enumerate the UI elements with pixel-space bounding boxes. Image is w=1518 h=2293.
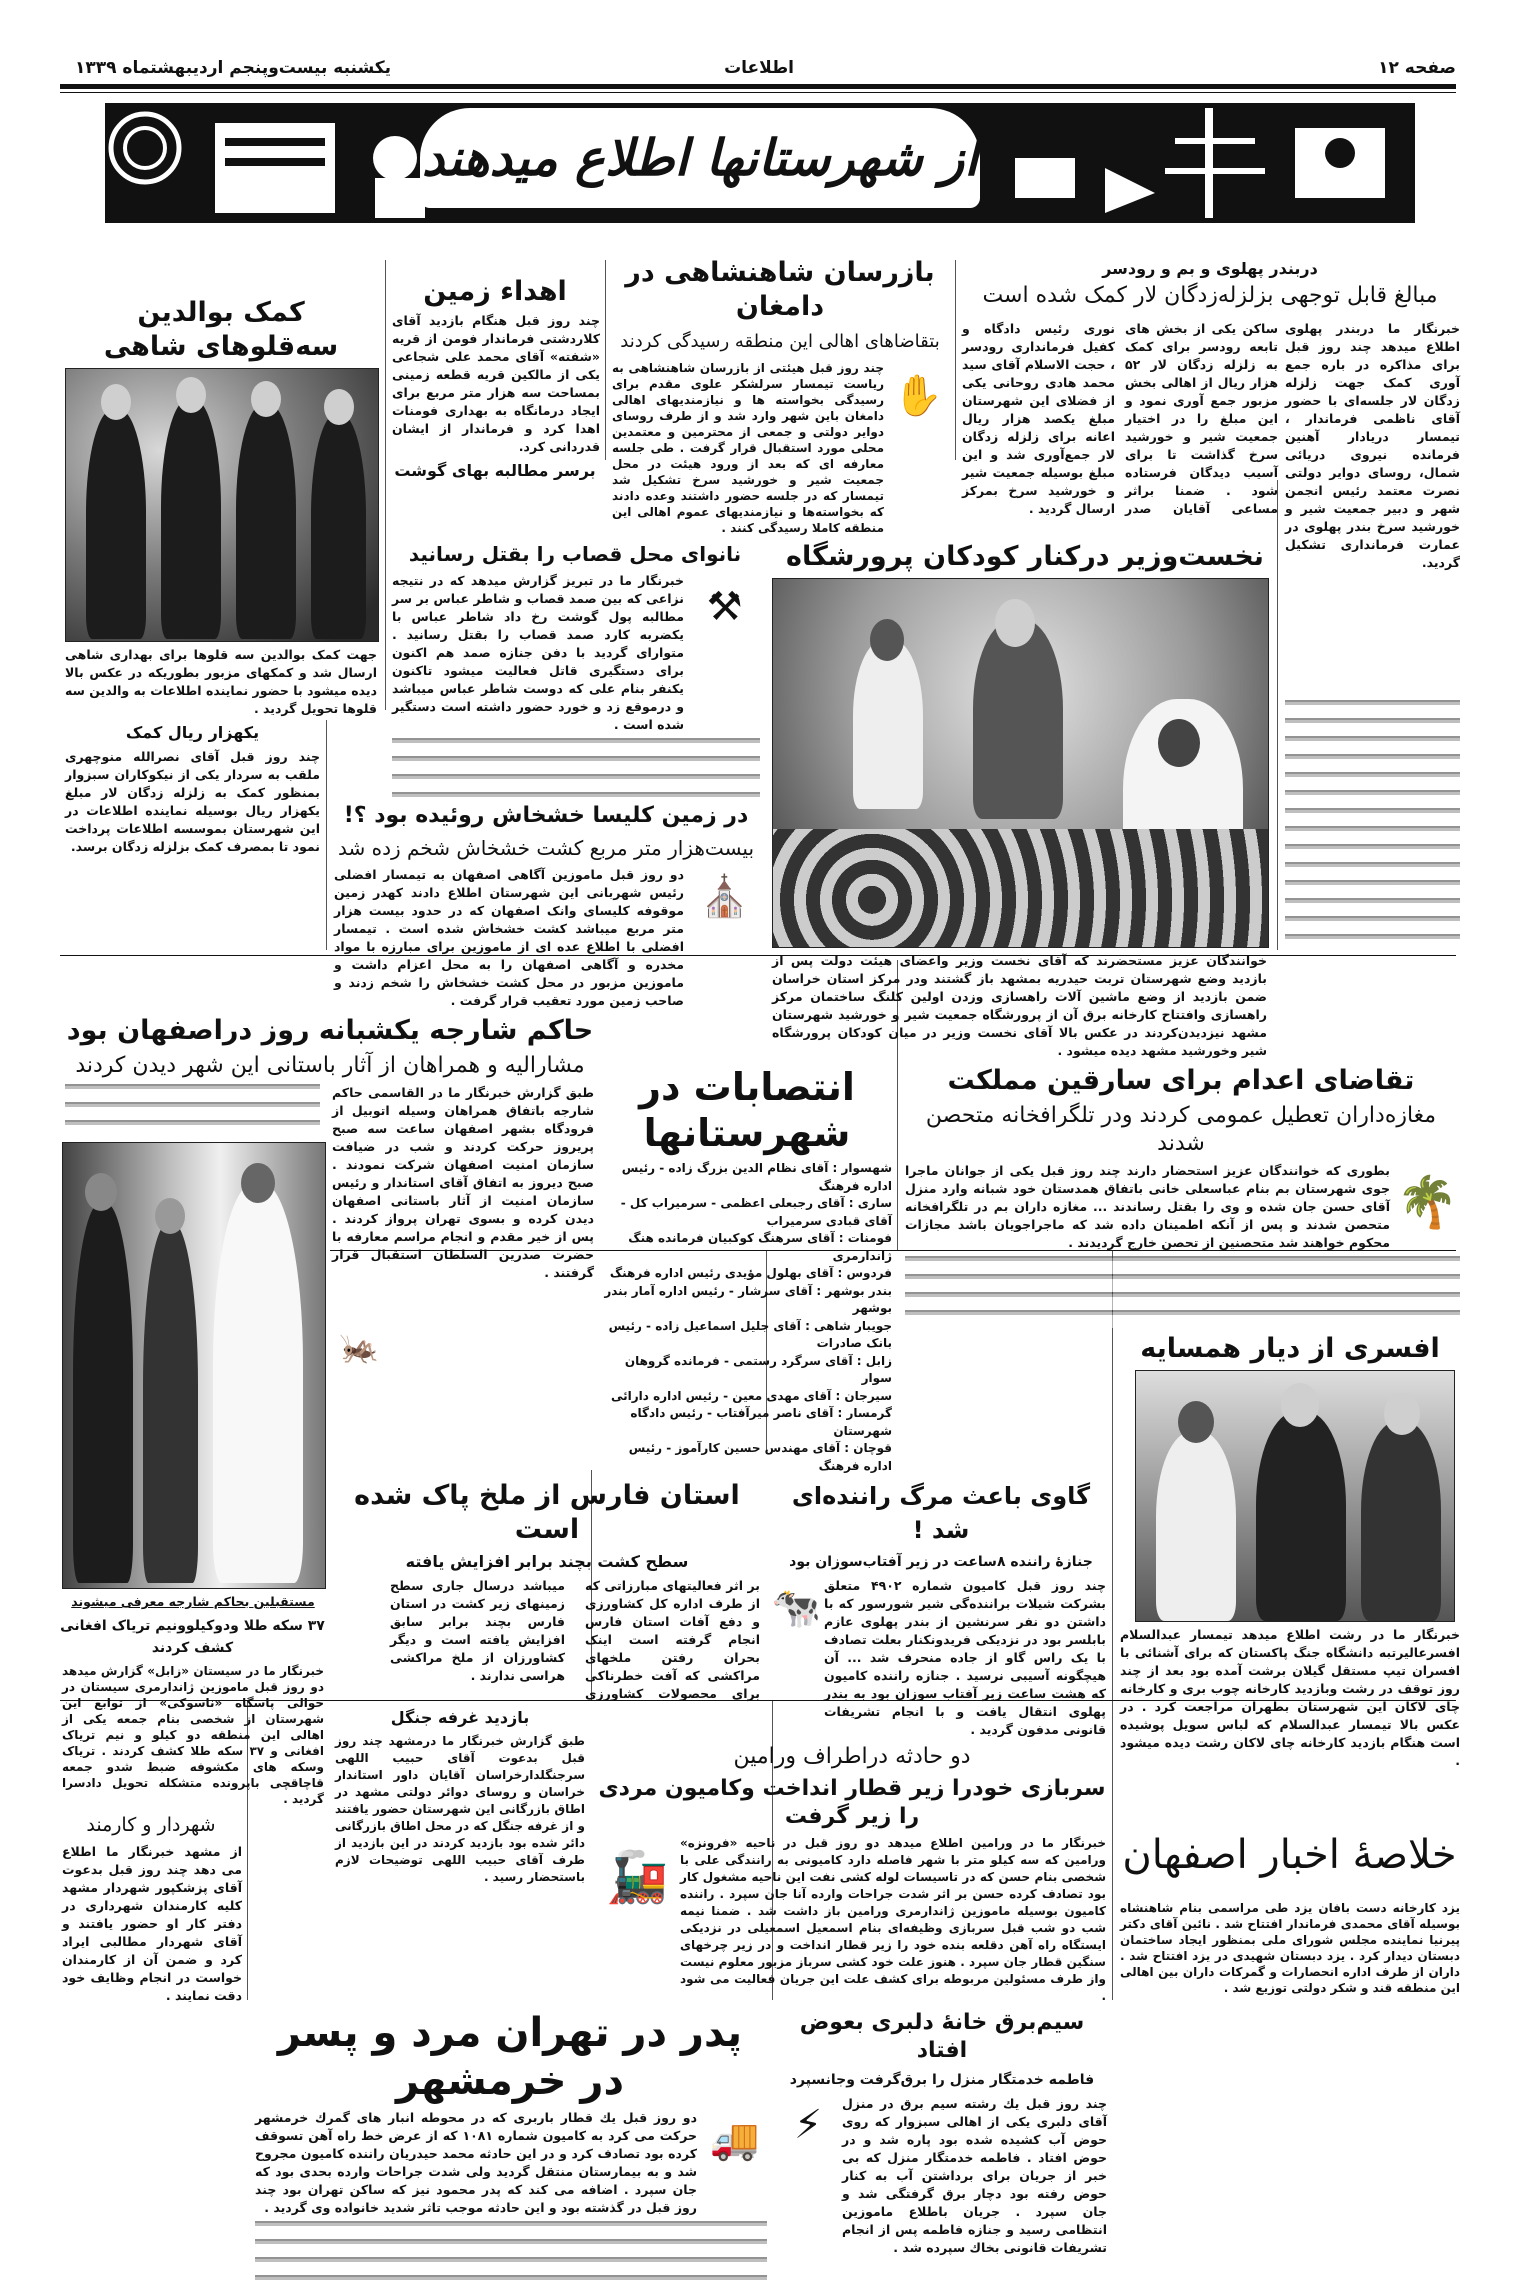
cow-body: چند روز قبل کامیون شماره ۴۹۰۲ متعلق بشرکت شیلات براننده‌گی شیر شورسور که با داشتن دو نفر سرنشین از بندر پهلوی عازم بابلسر بود در نزدیکی فریدونکنار بعلت تصادف با یک راس گاو از جاده منحرف شد ... آن هیچگونه آسیبی نرسید . جنازه راننده کامیون که هشت ساعت زیر آفتاب سوزان بود به بندر پهلوی انتقال یافت و با انجام تشریفات قانونی مدفون گردید . — [824, 1578, 1106, 1737]
officer-body: خبرنگار ما در رشت اطلاع میدهد تیمسار عبدالسلام افسرعالیرتبه دانشگاه جنگ پاکستان که برای آشنائی با افسران تیپ مستقل گیلان برشت آمده بود بعد از چند روز توقف در رشت وبازدید کارخانه چوب بری و کارخانه چای لاکان این شهرستان بطهران مراجعت کرد . در عکس بالا تیمسار عبدالسلام که لباس سویل پوشیده است هنگام بازدید کارخانه چای لاکان رشت دیده میشود . — [1120, 1627, 1460, 1768]
header-rule-thin — [60, 92, 1456, 93]
gold-body: خبرنگار ما در سیستان «زابل» گزارش میدهد دو روز قبل ماموزین ژاندارمری سیستان در حوالی پاسگاه «ناسوکی» از توابع این شهرستان از شخصی بنام جمعه یکی از اهالی این منطقه دو کیلو و نیم تریاک افغانی و ۳۷ سکه طلا کشف کردند . تریاک وسکه های مکشوفه ضبط شدو جمعه قاچاقچی باپرونده متشکله تحویل دادسرا گردید . — [62, 1664, 324, 1806]
pm-headline: نخست‌وزیر درکنار کودکان پرورشگاه — [786, 541, 1264, 572]
damghan-body: چند روز قبل هیئتی از بازرسان شاهنشاهی به ریاست تیمسار سرلشکر علوی مقدم برای رسیدگی بخواسته ها و نیازمندیهای اهالی دامغان باین شهر وارد شد و از طرف روسای دوایر دولتی و جمعی از محترمین و معتمدین محلی مورد استقبال قرار گرفت . طی جلسه معارفه ای که بعد از ورود هیئت در محل جمعیت شیر و خورشید سرخ تشکیل شد تیمسار که در جلسه حضور داشتند وعده دادند که بخواسته‌ها و نیازمندیهای عموم اهالی این منطقه کاملا رسیدگی کنند . — [612, 361, 884, 535]
appointments-list — [602, 1160, 892, 1475]
wire-headline: سیم‌برق خانهٔ دلبری بعوض افتاد — [799, 2010, 1085, 2063]
palm-tree-icon: 🌴 — [1396, 1172, 1459, 1231]
appointment-item: بندر بوشهر : آقای سرشار - رئیس اداره آمار بندر بوشهر — [604, 1283, 892, 1315]
gold-headline: ۳۷ سکه طلا ودوکیلوونیم تریاک افغانی کشف کردند — [60, 1618, 325, 1656]
father-headline: پدر در تهران مرد و پسر در خرمشهر — [277, 2010, 743, 2104]
poppy-kicker: در زمین کلیسا خشخاش روئیده بود ؟! — [343, 803, 749, 828]
sharjah-body-continued — [65, 1084, 320, 1138]
baker-body: خبرنگار ما در تبریز گزارش میدهد که در نتیجه نزاعی که بین صمد قصاب و شاطر عباس بر سر مطالبه پول گوشت رخ داد شاطر عباس با یکضربه کارد صمد قصاب را بقتل رسانید . متوارای گردید با دفن جنازه صمد هم اکنون برای دستگیری قاتل فعالیت میشود تاکنون یکنفر بنام علی که دوست شاطر عباس میباشد و درموقع زد و خورد حضور داشته است دستگیر شده است . — [392, 573, 684, 732]
rial-body: چند روز قبل آقای نصرالله منوچهری ملقب به سردار یکی از نیکوکاران سبزوار بمنظور کمک به زلزله زدگان لار مبلغ یکهزار ریال بوسیله نماینده اطلاعات در این شهرستان بموسسه اطلاعات پرداخت نمود تا بمصرف کمک بزلزله زدگان برسد. — [65, 749, 320, 854]
ehda-body: چند روز قبل هنگام بازدید آقای کلاردشتی فرماندار فومن از قریه «شفته» آقای محمد علی شجاعی یکی از مالکین قریه قطعه زمینی بمساحت سه هزار متر مربع برای ایجاد درمانگاه به بهداری فومنات اهدا کرد و فرماندار از ایشان قدردانی کرد. — [392, 313, 600, 454]
sharjah-subhead: مشارالیه و همراهان از آثار باستانی این شهر دیدن کردند — [75, 1053, 585, 1078]
issue-date: یکشنبه بیست‌وپنجم اردیبهشتماه ۱۳۳۹ — [75, 58, 392, 78]
column-rule — [955, 260, 956, 460]
sharjah-photo-caption: مستقبلین بحاکم شارجه معرفی میشوند — [71, 1594, 315, 1609]
sharjah-body: طبق گزارش خبرنگار ما در القاسمی حاکم شارجه باتفاق همراهان وسیله اتوبیل از فرودگاه بشهر اصفهان ساعت سه صبح پریروز حرکت کردند و شب در ضیافت سازمان امنیت اصفهان شرکت نمودند . صبح دیروز به اتفاق آقای استاندار و رئیس سازمان امنیت از آثار باستانی اصفهان دیدن کرده و بسوی تهران پرواز کردند . پس از خیر مقدم و انجام مراسم معارفه با حضرت صدرین السلطان استقبال قرار گرفتند . — [332, 1085, 594, 1280]
officer-headline: افسری از دیار همسایه — [1140, 1333, 1440, 1364]
cow-illustration-icon: 🐄 — [771, 1584, 821, 1631]
locust-headline: استان فارس از ملخ پاک شده است — [354, 1480, 740, 1545]
column-rule — [1277, 480, 1278, 950]
electric-wire-illustration-icon: ⚡ — [793, 2102, 823, 2148]
sharjah-photo — [62, 1142, 326, 1589]
mayor-body: از مشهد خبرنگار ما اطلاع می دهد چند روز قبل بدعوت آقای پزشکپور شهردار مشهد کلیه کارمندان شهرداری در دفتر کار او حضور یافتند و آقای شهردار مطالبی ایراد کرد و ضمن آن از کارمندان خواست در انجام وظایف خود دقت نمایند . — [62, 1844, 242, 2003]
column-rule — [1112, 1700, 1113, 2000]
father-body: دو روز قبل یك قطار باربری که در محوطه انبار های گمرك خرمشهر حركت می کرد به کامیون شماره ۱۰۸۱ که از عرض خط راه آهن تسوقف کرده بود تصادف کرد و در این حادثه محمد حیدریان راننده کامیون مجروح شد و به بیمارستان منتقل گردید ولی شدت جراحات وارده بحدی بود که جان سپرد . اضافه می کند که پدر محمود نیز که ساکن تهران بود چند روز قبل در گذشته بود و این حادثه موجب تاثر شدید خانواده وی گردید . — [255, 2110, 697, 2215]
poppy-body: دو روز قبل ماموزین آگاهی اصفهان به تیمسار افضلی رئیس شهربانی این شهرستان اطلاع دادند کهدر زمین موقوفه کلیسای وانک اصفهان که در حدود بیست هزار متر مربع میباشد کشت خشخاش شده است . تیمسار افضلی با اطلاع عده ای از ماموزین برای مبارزه با مواد مخدره و آگاهی اصفهان را به محل اعزام داشت و ماموزین مزبور در محل کشت خشخاش را شخم زدند و صاحب زمین مورد تعقیب قرار گرفت . — [334, 867, 684, 1008]
appointment-item: ساری : آقای رجبعلی اعظمی - سرمیراب کل - آقای قبادی سرمیراب — [620, 1196, 892, 1228]
banner-title: از شهرستانها اطلاع میدهند — [421, 129, 979, 187]
rial-headline: یکهزار ریال کمک — [125, 723, 260, 742]
mayor-headline: شهردار و کارمند — [86, 1814, 216, 1836]
pm-photo — [772, 578, 1269, 948]
column-rule — [605, 260, 606, 460]
train-illustration-icon: 🚂 — [606, 1848, 669, 1906]
section-banner — [65, 98, 1455, 243]
lar-body-continued — [1285, 700, 1460, 950]
father-body-continued — [255, 2221, 767, 2281]
page-number: صفحه ۱۲ — [1378, 58, 1456, 78]
cow-subhead: جنازهٔ راننده ۸ساعت در زیر آفتاب‌سوزان بود — [789, 1554, 1093, 1570]
triplets-body: جهت کمک بوالدین سه قلوها برای بهداری شاهی ارسال شد و کمکهای مزبور بطوریکه در عکس بالا دیده میشود با حضور نماینده اطلاعات به والدین سه قلوها تحویل گردید . — [65, 647, 377, 716]
wire-body: چند روز قبل یك رشته سیم برق در منزل آقای دلبری یکی از اهالی سبزوار که روی حوض آب کشیده شده بود پاره شد و در حوض افتاد . فاطمه خدمتگار منزل که بی خبر از جریان برای برداشتن آب به کنار حوض رفته بود دچار برق گرفتگی شد و جان سپرد . جریان باطلاع ماموزین انتظامی رسید و جنازه فاطمه پس از انجام تشریفات قانونی بخاك سپرده شد . — [842, 2096, 1107, 2255]
locust-body: بر اثر فعالیتهای مبارزاتی که از طرف اداره کل کشاورزی و دفع آفات استان فارس انجام گرفته است اینک بحران رفتن ملخهای مراکشی که آفت خطرناکی برای محصولات کشاورزی میباشد درسال جاری سطح زمینهای زیر کشت در استان فارس بچند برابر سابق افزایش یافته است و دیگر کشاورزان از ملخ مراکشی هراسی ندارند . — [390, 1578, 760, 1701]
officer-photo — [1135, 1370, 1455, 1622]
isfahan-body: یزد کارخانه دست بافان یزد طی مراسمی بنام شاهنشاه بوسیله آقای محمدی فرماندار افتتاح شد . نائین آقای دکتر پیرنیا نماینده مجلس شورای ملی بمنظور ایجاد ساختمان دبستان دیدار کرد . یزد دبستان شهیدی در یزد افتتاح شد . داران از طرف اداره انحصارات و گمرکات داران بین اهالی این منطقه قند و شکر دولتی توزیع شد . — [1120, 1901, 1460, 1995]
appointment-item: قوچان : آقای مهندس حسین کارآموز - رئیس اداره فرهنگ — [628, 1441, 892, 1473]
header-rule — [60, 84, 1456, 89]
triplets-photo — [65, 368, 379, 642]
sharjah-headline: حاکم شارجه یکشبانه روز دراصفهان بود — [66, 1015, 594, 1046]
damghan-subhead: بتقاضاهای اهالی این منطقه رسیدگی کردند — [620, 331, 940, 352]
column-rule — [326, 720, 327, 950]
newspaper-name: اطلاعات — [724, 58, 794, 78]
locust-subhead: سطح کشت بچند برابر افزایش یافته — [405, 1552, 689, 1571]
pm-caption: خوانندگان عزیز مستحضرند که آقای نخست وزیر واعضای هیئت دولت پس از بازدید وضع شهرستان تربت حیدریه بمشهد باز گشتند ودر مرکز استان خراسان ضمن بازدید از وضع ماشین آلات راهسازی وزدن اولین کلنگ ساختمان مرکز راهسازی وافتتاح کارخانه برق آن از پرورشگاه جمعیت شیر و خورشید شهرستان مشهد نیزدیدن‌کردند در عکس بالا آقای نخست وزیر در میان کودکان پرورشگاه شیر وخورشید مشهد دیده میشود . — [772, 953, 1267, 1058]
appointment-item: جویبار شاهی : آقای جلیل اسماعیل زاده - رئیس بانک صادرات — [608, 1318, 892, 1350]
truck-illustration-icon: 🚚 — [709, 2116, 760, 2163]
lar-headline: مبالغ قابل توجهی بزلزله‌زدگان لار کمک شده است — [982, 283, 1438, 308]
appointment-item: گرمسار : آقای ناصر میرآفتاب - رئیس دادگاه شهرستان — [630, 1406, 892, 1438]
execution-body: بطوری که خوانندگان عزیز استحضار دارند چند روز قبل یکی از جوانان ماجرا جوی شهرستان بم بنام عباسعلی خانی باتفاق همدستان خود شبانه وارد منزل آقای حسن جان شده و وی را بقتل رساندند ... مغازه داران بم در تلگرافخانه متحصن شدند و پس از آنکه اطمینان داده شد که ماجراجویان باشد مجازات محکوم خواهند شد متحصنین از تحصن خارج گردیدند . — [905, 1163, 1390, 1250]
damghan-illustration-icon: ✋ — [893, 372, 943, 419]
lar-kicker: دربندر پهلوی و بم و رودسر — [1102, 259, 1318, 278]
appointment-item: فومنات : آقای سرهنگ کوکبیان فرمانده هنگ ژاندارمری — [628, 1231, 892, 1263]
appointment-item: فردوس : آقای بهلول مؤیدی رئیس اداره فرهنگ — [609, 1266, 892, 1280]
appointment-item: شهسوار : آقای نظام الدین بزرگ زاده - رئیس اداره فرهنگ — [621, 1161, 892, 1193]
wire-subhead: فاطمه خدمتگار منزل را برق‌گرفت وجانسپرد — [789, 2072, 1095, 2088]
ehda-headline: اهداء زمین — [423, 276, 567, 307]
appointment-item: سیرجان : آقای مهدی معین - رئیس اداره دارائی — [610, 1388, 892, 1403]
varamin-headline: سربازی خودرا زیر قطار انداخت وکامیون مردی را زیر گرفت — [598, 1776, 1106, 1829]
isfahan-headline: خلاصهٔ اخبار اصفهان — [1122, 1832, 1457, 1878]
triplets-headline: کمک بوالدین سه‌قلوهای شاهی — [103, 297, 339, 362]
execution-body-continued — [905, 1256, 1460, 1328]
church-illustration-icon: ⛪ — [699, 873, 750, 920]
locust-illustration-icon: 🦗 — [339, 1328, 379, 1366]
execution-headline: تقاضای اعدام برای سارقین مملکت — [947, 1065, 1415, 1096]
varamin-kicker: دو حادثه دراطراف ورامین — [733, 1744, 971, 1769]
forest-headline: بازدید غرفه جنگل — [390, 1708, 530, 1727]
baker-kicker: برسر مطالبه بهای گوشت — [394, 461, 596, 480]
appointment-item: زابل : آقای سرگرد رستمی - فرمانده گروهان سوار — [624, 1353, 892, 1385]
damghan-headline: بازرسان شاهنشاهی در دامغان — [625, 257, 935, 322]
forest-body: طبق گزارش خبرنگار ما درمشهد چند روز قبل بدعوت آقای حبیب اللهی سرجنگلدارخراسان آقایان داور استاندار خراسان و روسای دوائر دولتی مشهد در اطاق بازرگانی این شهرستان حضور یافتند و از غرفه جنگل که در محل اطاق بازرگانی دائر شده بود بازدید کردند در این بازدید از طرف آقای حبیب اللهی توضیحات لازم باستحضار رسید . — [335, 1734, 585, 1884]
poppy-headline: بیست‌هزار متر مربع کشت خشخاش شخم زده شد — [337, 836, 755, 860]
execution-subhead: مغازه‌داران تعطیل عمومی کردند ودر تلگرافخانه متحصن شدند — [925, 1103, 1437, 1156]
baker-headline: نانوای محل قصاب را بقتل رسانید — [408, 542, 742, 566]
lar-body-col2: ساکن یکی از بخش های تابعه رودسر برای کمک به زلزله زدگان لار ۵۲ هزار ریال از اهالی بخش مزبور جمع آوری نمود و این مبلغ را در اختیار جمعیت شیر و خورشید سرخ گذاشت تا برای آسیب دیدگان فرستاده شود . ضمنا براثر مساعی آقایان صدر نوری رئیس دادگاه و کفیل فرمانداری رودسر ، حجت الاسلام آقای سید محمد هادی روحانی یکی از فضلای این شهرستان مبلغ یکصد هزار ریال اعانه برای زلزله زدگان لار جمع‌آوری شد و این مبلغ بوسیله جمعیت شیر و خورشید سرخ بمرکز ارسال گردید . — [962, 321, 1278, 516]
varamin-body: خبرنگار ما در ورامین اطلاع میدهد دو روز قبل در ناحیه «فرونزه» ورامین که سه کیلو متر با شهر فاصله دارد کامیونی به رانندگی علی با شخصی بنام حسن که در تاسیسات لوله کشی نفت این ناحیه مشغول کار بود تصادف کرده حسن بر اثر شدت جراحات وارده آنا جان سپرد . راننده کامیون بوسیله ماموزین ژاندارمری ورامین باز داشت شد . ضمنا نیمه شب دو شب قبل سربازی وظیفه‌ای بنام اسمعیل اسمعیلی در نزدیکی ایستگاه راه آهن دقلعه بنده خود را زیر قطار انداخت و در زیر چرخهای سنگین قطار جان سپرد . هنوز علت خود کشی سرباز مزبور معلوم نیست واز طرف مسئولین مربوطه برای کشف علت این جریان فعالیت می شود . — [680, 1836, 1106, 2003]
lar-body-col1: خبرنگار ما دربندر پهلوی اطلاع میدهد چند روز قبل برای مذاکره در باره جمع آوری کمک جهت زلزله زدگان لار جلسه‌ای با حضور آقای ناظمی فرماندار ، تیمسار دریادار آهنین فرمانده نیروی دریائی شمال، روسای دوایر دولتی نصرت معتمد رئیس انجمن شهر و دبیر جمعیت شیر و خورشید سرخ بندر پهلوی در عمارت فرمانداری تشکیل گردید. — [1285, 321, 1460, 570]
column-rule — [385, 260, 386, 710]
cow-headline: گاوی باعث مرگ راننده‌ای شد ! — [791, 1482, 1091, 1544]
baker-illustration-icon: ⚒ — [706, 584, 743, 630]
appointments-headline: انتصابات در شهرستانها — [639, 1065, 855, 1155]
baker-body-continued — [392, 738, 760, 798]
